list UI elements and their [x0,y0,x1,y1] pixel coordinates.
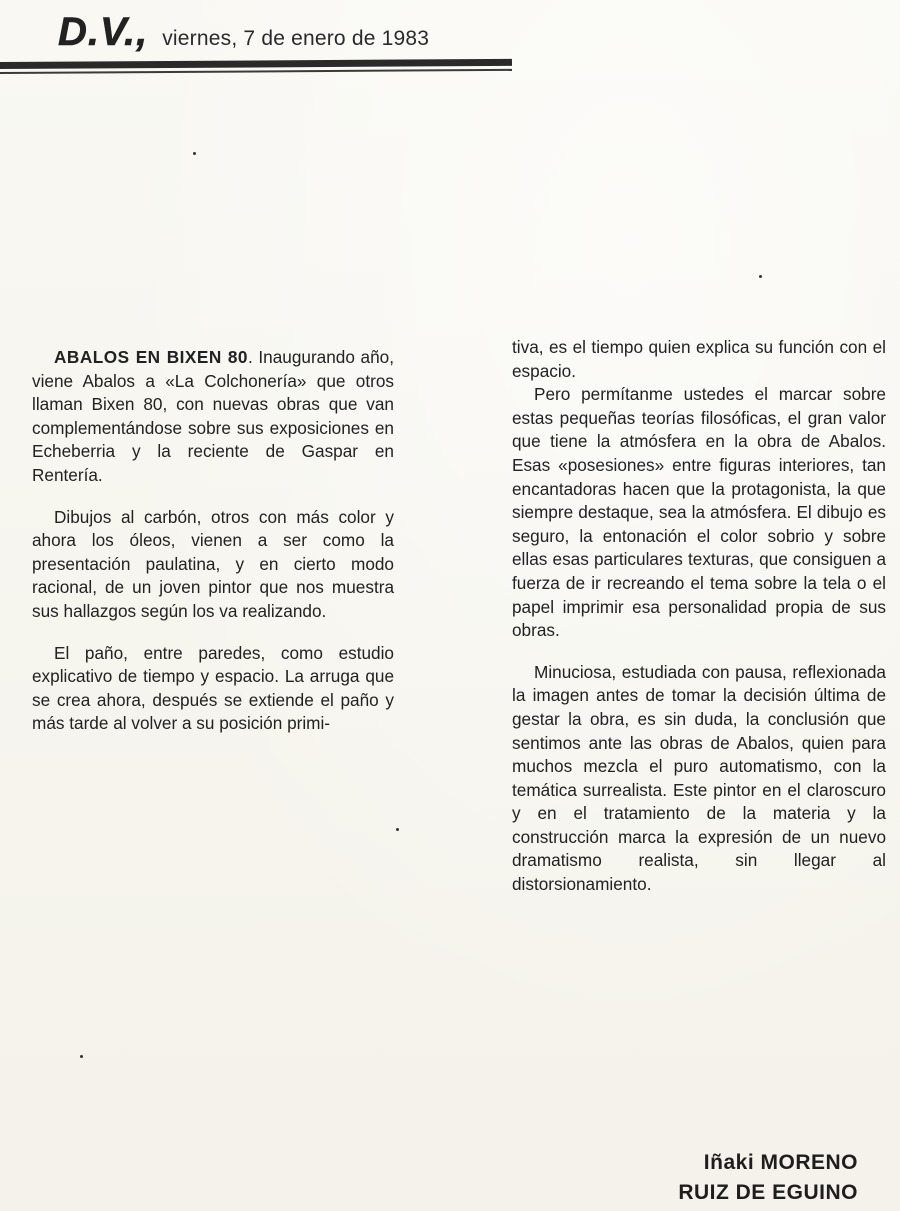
paragraph-intro [32,346,394,488]
article-column-right [512,336,886,897]
paper-speck [193,152,196,155]
paragraph-intro-text: . Inaugurando año, viene Abalos a «La Colchonería» que otros llaman Bixen 80, con nuevas obras que van complementándose sobre sus exposiciones en Echeberria y la reciente de Gaspar en Rentería. [32,347,394,485]
masthead-rule-thin [0,69,512,74]
paper-speck [80,1055,83,1058]
paper-speck [396,828,399,831]
article-column-left [32,346,394,736]
author-name-line2: RUIZ DE EGUINO [678,1181,858,1204]
newspaper-logo: D.V., [58,10,149,54]
paragraph-continuation: tiva, es el tiempo quien explica su función con el espacio. [512,337,886,381]
paragraph-dibujos: Dibujos al carbón, otros con más color y ahora los óleos, vienen a ser como la presentación paulatina, y en cierto modo racional, de un joven pintor que nos muestra sus hallazgos según los va realizando. [32,506,394,621]
article-lead-title: ABALOS EN BIXEN 80 [54,347,248,367]
publication-date: viernes, 7 de enero de 1983 [162,27,430,50]
masthead-rule-thick [0,59,512,69]
paragraph-minuciosa: Minuciosa, estudiada con pausa, reflexionada la imagen antes de tomar la decisión última de gestar la obra, es sin duda, la conclusión que sentimos ante las obras de Abalos, quien para muchos mezcla el puro automatismo, con la temática surrealista. Este pintor en el claroscuro y en el tratamiento de la materia y la construcción marca la expresión de un nuevo dramatismo realista, sin llegar al distorsionamiento. [512,661,886,895]
paragraph-atmosfera: Pero permítanme ustedes el marcar sobre estas pequeñas teorías filosóficas, el gran valor que tiene la atmósfera en la obra de Abalos. Esas «posesiones» entre figuras interiores, tan encantadoras hacen que la protagonista, la que siempre destaque, sea la atmósfera. El dibujo es seguro, la entonación el color sobrio y sobre ellas esas particulares texturas, que consiguen a fuerza de ir recreando el tema sobre la tela o el papel imprimir esa personalidad propia de sus obras. [512,384,886,641]
masthead [58,10,429,60]
paragraph-pano: El paño, entre paredes, como estudio explicativo de tiempo y espacio. La arruga que se crea ahora, después se extiende el paño y más tarde al volver a su posición primi- [32,642,394,734]
paper-speck [759,275,762,278]
author-name-line1: Iñaki MORENO [703,1151,858,1174]
author-byline [678,1148,858,1208]
